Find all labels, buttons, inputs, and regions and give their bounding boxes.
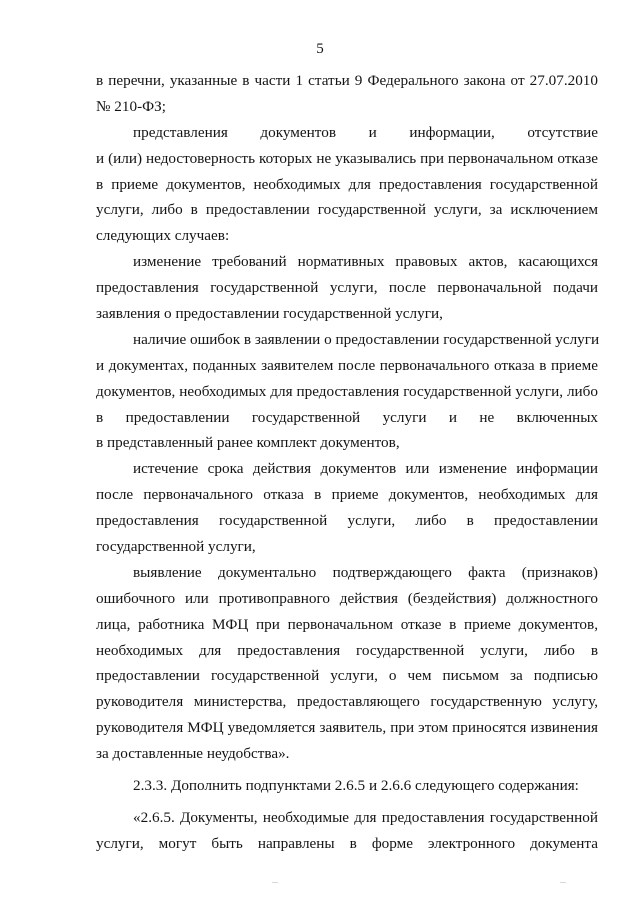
text-line: предоставления государственной услуги, после первоначальной подачи	[96, 279, 598, 297]
text-line: в перечни, указанные в части 1 статьи 9 Федерального закона от 27.07.2010	[96, 72, 598, 89]
text-line: лица, работника МФЦ при первоначальном отказе в приеме документов,	[96, 615, 598, 633]
text-line: и (или) недостоверность которых не указывались при первоначальном отказе	[96, 149, 598, 167]
text-line: изменение требований нормативных правовых актов, касающихся	[133, 253, 598, 271]
text-line: услуги, либо в предоставлении государственной услуги, за исключением	[96, 201, 598, 219]
text-line: после первоначального отказа в приеме документов, необходимых для	[96, 486, 598, 504]
text-line: руководителя министерства, предоставляющего государственную услугу,	[96, 693, 598, 711]
text-line: документов, необходимых для предоставления государственной услуги, либо	[96, 382, 598, 400]
text-line: предоставлении государственной услуги, о чем письмом за подписью	[96, 667, 598, 685]
text-line: и документах, поданных заявителем после первоначального отказа в приеме	[96, 356, 598, 374]
text-line: ошибочного или противоправного действия (бездействия) должностного	[96, 589, 598, 607]
text-line: истечение срока действия документов или изменение информации	[133, 460, 598, 478]
text-line: выявление документально подтверждающего факта (признаков)	[133, 563, 598, 581]
text-line: руководителя МФЦ уведомляется заявитель, при этом приносятся извинения	[96, 719, 598, 737]
text-line: заявления о предоставлении государственной услуги,	[96, 305, 443, 323]
text-line: 2.3.3. Дополнить подпунктами 2.6.5 и 2.6.6 следующего содержания:	[133, 777, 579, 795]
scan-artifact-mark: ...	[272, 876, 278, 885]
text-line: в представленный ранее комплект документов,	[96, 434, 400, 452]
text-line: необходимых для предоставления государственной услуги, либо в	[96, 641, 598, 659]
document-body	[96, 68, 598, 857]
text-line: в предоставлении государственной услуги и не включенных	[96, 408, 598, 426]
text-line: следующих случаев:	[96, 227, 230, 245]
page-number: 5	[316, 41, 324, 57]
text-line: государственной услуги,	[96, 538, 256, 556]
text-line: наличие ошибок в заявлении о предоставлении государственной услуги	[133, 330, 600, 348]
text-line: услуги, могут быть направлены в форме электронного документа	[96, 834, 598, 852]
scan-artifact-mark: ...	[560, 876, 566, 885]
text-line: за доставленные неудобства».	[96, 745, 290, 763]
text-line: в приеме документов, необходимых для предоставления государственной	[96, 175, 598, 193]
text-line: № 210-ФЗ;	[96, 97, 166, 115]
text-line: предоставления государственной услуги, либо в предоставлении	[96, 512, 598, 530]
text-line: представления документов и информации, отсутствие	[133, 123, 598, 141]
text-line: «2.6.5. Документы, необходимые для предоставления государственной	[133, 808, 598, 826]
